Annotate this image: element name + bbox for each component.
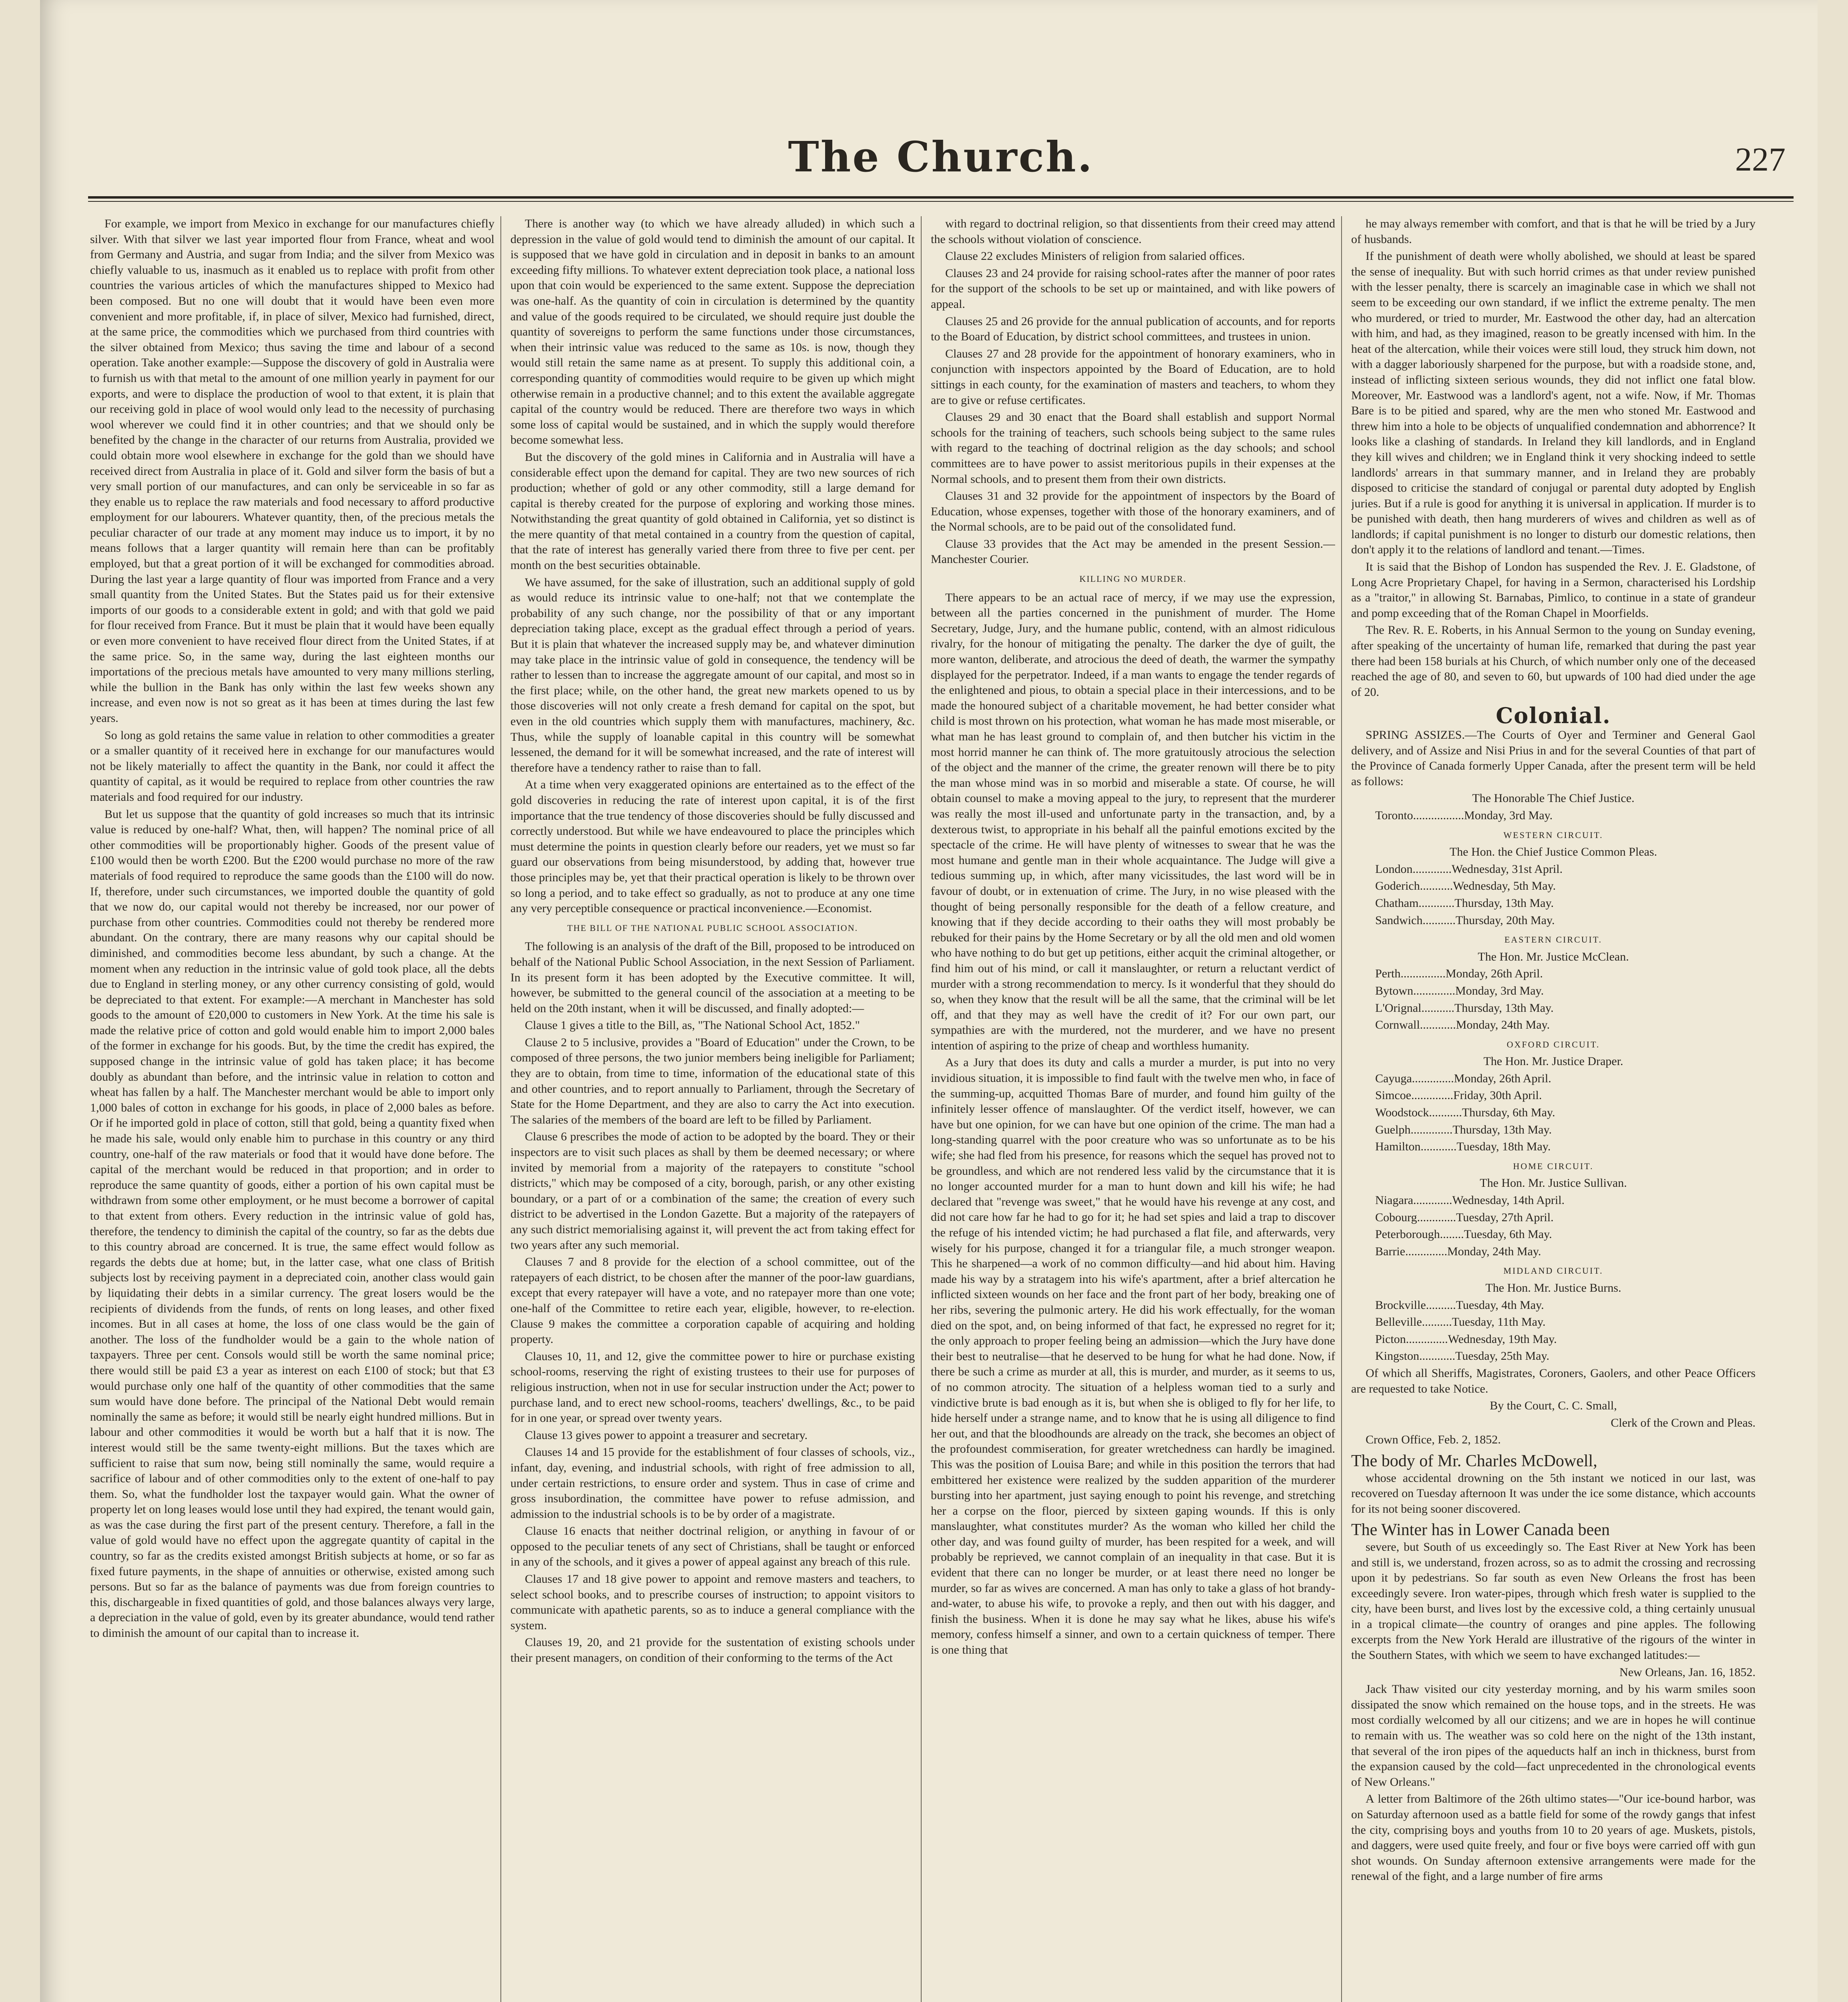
paragraph: But let us suppose that the quantity of gold increases so much that its intrinsic value is reduced by one-half? What, then, will happen? The nominal price of all other commodities will be proportionably higher. Goods of the present value of £100 would then be worth £200. But the £200 would purchase no more of the raw materials of food required to reproduce the same goods than the £100 will do now. If, therefore, under such circumstances, we imported double the quantity of gold that we now do, our capital would not thereby be increased, nor our power of purchase from other countries. Commodities could not thereby be rendered more abundant. On the contrary, there are many reasons why our capital should be diminished, and commodities become less abundant, by such a change. At the moment when any reduction in the intrinsic value of gold took place, all the debts due to England in sterling money, or any other currency consisting of gold, would be depreciated to that extent. For example:—A merchant in Manchester has sold goods to the amount of £20,000 to customers in New York. At the time his sale is made the relative price of cotton and gold would enable him to import 2,000 bales of the former in exchange for his goods. But, by the time the credit has expired, the supposed change in the intrinsic value of gold has taken place; it has become doubly as abundant than before, and the intrinsic value in relation to cotton and wheat has fallen by a half. The Manchester merchant would be able to import only 1,000 bales of cotton in exchange for his goods, in place of 2,000 bales as before. Or if he imported gold in place of cotton, still that gold, being a quantity fixed when he made his sale, would only enable him to purchase in this country or any third country, one-half of the raw materials or food that it would have done before. The capital of the merchant would be reduced in that proportion; and in order to reproduce the same quantity of goods, either a portion of his own capital must be withdrawn from some other employment, or he must become a borrower of capital to that extent from others. Every reduction in the intrinsic value of gold has, therefore, the tendency to diminish the capital of the country, so far as the debts due to this country abroad are concerned. It is true, the same effect would follow as regards the debts due at home; but, in the latter case, what one class of British subjects lost by receiving payment in a depreciated coin, another class would gain by liquidating their debts in a similar currency. The great losers would be the recipients of dividends from the funds, of rents on long leases, and other fixed incomes. But in all cases at home, the loss of one class would be the gain of another. The loss of the fundholder would be a gain to the whole nation of taxpayers. Three per cent. Consols would still be worth the same nominal price; there would still be paid £3 a year as interest on each £100 of stock; but that £3 would purchase only one half of the quantity of other commodities that the same sum would have done before. The principal of the National Debt would remain nominally the same as before; it would still be nearly eight hundred millions. But in labour and other commodities it would be worth but a half that it is now. The interest would still be the same twenty-eight millions. But the taxes which are sufficient to raise that sum now, being still nominally the same, would require a sacrifice of labour and of other commodities only to the extent of one-half to pay them. So, what the fundholder lost the taxpayer would gain. What the owner of property let on long leases would lose until they had expired, the tenant would gain, as was the case during the first part of the present century. Therefore, a fall in the value of gold would have no effect upon the aggregate quantity of capital in the country, so far as the credits existed amongst British subjects at home, or so far as fixed future payments, in the shape of annuities or otherwise, existed among such persons. But so far as the balance of payments was due from foreign countries to this, dischargeable in fixed quantities of gold, and those balances always very large, a depreciation in the value of gold, even by its greater abundance, would tend rather to diminish the amount of our capital than to increase it. [90, 807, 494, 1640]
assize-entry: Sandwich...........Thursday, 20th May. [1375, 913, 1555, 927]
circuit-heading: EASTERN CIRCUIT. [1504, 935, 1603, 945]
column-3 [931, 216, 1335, 2002]
paragraph: Clauses 31 and 32 provide for the appointment of inspectors by the Board of Education, whose expenses, together with those of the honorary examiners, and of the Normal schools, are to be paid out of the consolidated fund. [931, 489, 1335, 534]
assize-entry: Peterborough........Tuesday, 6th May. [1375, 1228, 1552, 1241]
page-number: 227 [1735, 141, 1786, 178]
paragraph: Jack Thaw visited our city yesterday morning, and by his warm smiles soon dissipated the snow which remained on the house tops, and in the streets. He was most cordially welcomed by all our citizens; and we are in hopes he will continue to remain with us. The weather was so cold here on the night of the 13th instant, that several of the iron pipes of the aqueducts half an inch in thickness, burst from the expansion caused by the cold—fact unprecedented in the chronological events of New Orleans." [1351, 1682, 1756, 1789]
paragraph: Clauses 25 and 26 provide for the annual publication of accounts, and for reports to the Board of Education, by district school committees, and trustees in union. [931, 314, 1335, 344]
assize-entry: Brockville..........Tuesday, 4th May. [1375, 1298, 1544, 1312]
assize-entry: Bytown..............Monday, 3rd May. [1375, 984, 1544, 997]
assize-entry: Niagara.............Wednesday, 14th April. [1375, 1194, 1565, 1207]
column-divider [921, 216, 922, 2002]
assize-entry: Simcoe..............Friday, 30th April. [1375, 1089, 1542, 1102]
paragraph: Clause 1 gives a title to the Bill, as, "The National School Act, 1852." [525, 1019, 860, 1032]
assize-entry: Hamilton............Tuesday, 18th May. [1375, 1140, 1551, 1154]
newspaper-title: The Church. [788, 132, 1094, 181]
colonial-heading: Colonial. [1496, 703, 1611, 729]
masthead [88, 132, 1794, 192]
paragraph: with regard to doctrinal religion, so that dissentients from their creed may attend the schools without violation of conscience. [931, 217, 1335, 246]
assize-entry: Toronto.................Monday, 3rd May. [1375, 808, 1553, 822]
assize-entry: Cobourg.............Tuesday, 27th April. [1375, 1210, 1554, 1224]
paragraph: So long as gold retains the same value in relation to other commodities a greater or a smaller quantity of it received here in exchange for our manufactures would not be likely materially to affect the quantity in the Bank, nor could it affect the quantity of capital, as it would be required to replace from other countries the raw materials and food required for our industry. [90, 728, 494, 804]
circuit-heading: HOME CIRCUIT. [1513, 1161, 1594, 1171]
lead-line: The Winter has in Lower Canada been [1351, 1521, 1610, 1540]
assize-entry: Picton..............Wednesday, 19th May. [1375, 1332, 1557, 1346]
paragraph: There appears to be an actual race of mercy, if we may use the expression, between all the parties concerned in the punishment of murder. The Home Secretary, Judge, Jury, and the humane public, contend, with an almost ridiculous rivalry, for the honour of mitigating the penalty. The darker the dye of guilt, the more wanton, deliberate, and atrocious the deed of death, the warmer the sympathy displayed for the perpetrator. Indeed, if a man wants to engage the tender regards of the enlightened and pious, to obtain a special place in their intercessions, and to be made the honoured subject of a charitable movement, he had better consider what child is most thrown on his protection, what woman he has made most miserable, or what man he has least ground to complain of, and then butcher his victim in the most horrid manner he can think of. The more gratuitously atrocious the selection of the object and the manner of the crime, the greater renown will there be to pity the man whose mind was in so morbid and miserable a state. Of course, he will obtain counsel to make a moving appeal to the jury, to represent that the murderer was really the most ill-used and unfortunate party in the transaction, and, by a dexterous twist, to appropriate in his behalf all the painful emotions excited by the spectacle of the crime. He will have plenty of witnesses to swear that he was the most humane and gentle man in their whole acquaintance. The Judge will give a tedious summing up, in which, after many vicissitudes, the last word will be in favour of doubt, or in extenuation of crime. The Jury, in no wise pleased with the thought of being personally responsible for the death of a fellow creature, and knowing that if they decide according to their oaths they will most probably be rebuked for their pains by the Home Secretary or by all the old men and old women who have nothing to do but get up petitions, either acquit the criminal altogether, or find him out of his mind, or call it manslaughter, or return a reluctant verdict of murder with a strong recommendation to mercy. Is it wonderful that they should do so, when they know that the result will be all the same, that the criminal will be let off, and that they may as well have the credit of it? For our own part, our sympathies are with the murdered, not the murderer, and we have no present intention of aspiring to the prize of cheap and worthless humanity. [931, 591, 1335, 1052]
signature-title: Clerk of the Crown and Pleas. [1611, 1416, 1756, 1429]
assize-entry: Barrie..............Monday, 24th May. [1375, 1244, 1541, 1258]
assizes-intro: SPRING ASSIZES.—The Courts of Oyer and Terminer and General Gaol delivery, and of Assize and Nisi Prius in and for the several Counties of that part of the Province of Canada formerly Upper Canada, after the present term will be held as follows: [1351, 728, 1756, 788]
paragraph: Clauses 29 and 30 enact that the Board shall establish and support Normal schools for the training of teachers, such schools being subject to the same rules with regard to the teaching of doctrinal religion as the day schools; and school committees are to have power to assist meritorious pupils in their expenses at the Normal schools, and to present them from their own districts. [931, 410, 1335, 486]
paragraph: Clauses 23 and 24 provide for raising school-rates after the manner of poor rates for the support of the schools to be set up or maintained, and with like powers of appeal. [931, 266, 1335, 311]
paragraph: Clause 6 prescribes the mode of action to be adopted by the board. They or their inspectors are to visit such places as shall by them be deemed necessary; or where invited by memorial from a majority of the ratepayers to constitute "school districts," which may be composed of a city, borough, parish, or any other existing boundary, or a part of or a combination of the same; the creation of every such district to be advertised in the London Gazette. But a majority of the ratepayers of any such district memorialising against it, will prevent the act from taking effect for two years after any such memorial. [510, 1130, 915, 1252]
paragraph: The Rev. R. E. Roberts, in his Annual Sermon to the young on Sunday evening, after speaking of the uncertainty of human life, remarked that during the past year there had been 158 burials at his Church, of which number only one of the deceased reached the age of 80, and seven to 60, but upwards of 100 had died under the age of 20. [1351, 623, 1756, 699]
paragraph: At a time when very exaggerated opinions are entertained as to the effect of the gold discoveries in reducing the rate of interest upon capital, it is of the first importance that the true tendency of those discoveries should be fully discussed and correctly understood. But while we have endeavoured to place the principles which must determine the points in question clearly before our readers, yet we must so far guard our observations from being misunderstood, by adding that, however true those principles may be, yet that their practical operation is likely to be thrown over so long a period, and to take effect so gradually, as not to produce at any one time any very perceptible consequence or practical inconvenience.—Economist. [510, 778, 915, 915]
paragraph: Clauses 19, 20, and 21 provide for the sustentation of existing schools under their present managers, on condition of their conforming to the terms of the Act [510, 1636, 915, 1665]
circuit-heading: OXFORD CIRCUIT. [1507, 1039, 1600, 1049]
assize-entry: Kingston............Tuesday, 25th May. [1375, 1349, 1550, 1363]
paragraph: Clause 22 excludes Ministers of religion from salaried offices. [945, 249, 1245, 263]
judge-name: The Hon. Mr. Justice Sullivan. [1480, 1176, 1627, 1190]
assize-entry: Cayuga..............Monday, 26th April. [1375, 1071, 1551, 1085]
section-heading: THE BILL OF THE NATIONAL PUBLIC SCHOOL ASSOCIATION. [567, 923, 858, 933]
section-heading: KILLING NO MURDER. [1079, 574, 1187, 584]
column-divider [1341, 216, 1342, 2002]
paragraph: Clauses 10, 11, and 12, give the committee power to hire or purchase existing school-rooms, reserving the right of existing trustees to their use for purposes of religious instruction, when not in use for secular instruction under the Act; power to purchase land, and to erect new school-rooms, teachers' dwellings, &c., to be paid for in one year, or spread over twenty years. [510, 1349, 915, 1425]
assize-entry: L'Orignal...........Thursday, 13th May. [1375, 1001, 1554, 1015]
assize-entry: Goderich...........Wednesday, 5th May. [1375, 879, 1556, 893]
paragraph: As a Jury that does its duty and calls a murder a murder, is put into no very invidious situation, it is impossible to find fault with the twelve men who, in face of the summing-up, acquitted Thomas Bare of murder, and found him guilty of the infinitely lesser offence of manslaughter. Of the verdict itself, however, we can have but one opinion, for we can have but one opinion of the crime. The man had a long-standing quarrel with the poor creature who was so unfortunate as to be his wife; she had fled from his presence, for reasons which the sequel has proved not to be groundless, and which are not rendered less valid by the circumstance that it is no longer accounted murder for a man to hunt down and kill his wife; he had declared that "revenge was sweet," that he would have his revenge at any cost, and did not care how far he had to go for it; he had set spies and laid a trap to discover the refuge of his intended victim; he had purchased a flat file, and afterwards, very wisely for his purpose, changed it for a triangular file, a much stronger weapon. This he sharpened—a work of no common difficulty—and hid about him. Having made his way by a stratagem into his wife's apartment, after a brief altercation he inflicted sixteen wounds on her face and the front part of her body, breaking one of her ribs, severing the pulmonic artery. He did his work effectually, for the woman died on the spot, and, on being informed of that fact, he expressed no regret for it; the only approach to proper feeling being an admission—which the Jury have done their best to neutralise—that he deserved to be hung for what he had done. Now, if there be such a crime as murder at all, this is murder, and murder, as it seems to us, of no common atrocity. The situation of a helpless woman tied to a surly and vindictive brute is bad enough as it is, but when she is obliged to fly for her life, to hide herself under a strange name, and to know that he is using all diligence to find her out, and that the bloodhounds are already on the track, she becomes an object of the profoundest commiseration, for greater wretchedness can hardly be imagined. This was the position of Louisa Bare; and while in this position the terrors that had embittered her existence were realized by the sudden apparition of the murderer bursting into her apartment, just saying enough to point his revenge, and stretching her a corpse on the floor, pierced by sixteen gaping wounds. If this is only manslaughter, what constitutes murder? As the woman who killed her child the other day, and was found guilty of murder, has been respited for a week, and will probably be reprieved, we cannot complain of an inequality in that case. But it is evident that there can no longer be murder, or at least there need no longer be murder, so far as wives are concerned. A man has only to take a glass of hot brandy-and-water, to abuse his wife, to provoke a reply, and then out with his dagger, and finish the business. When it is done he may say what he likes, abuse his wife's memory, confess himself a sinner, and own to a certain quickness of temper. There is one thing that [931, 1056, 1335, 1657]
lead-line: The body of Mr. Charles McDowell, [1351, 1451, 1597, 1470]
paragraph: The following is an analysis of the draft of the Bill, proposed to be introduced on behalf of the National Public School Association, in the next Session of Parliament. In its present form it has been adopted by the Executive committee. It will, however, be submitted to the general council of the association at a meeting to be held on the 20th instant, when it will be discussed, and finally adopted:— [510, 940, 915, 1015]
dateline: New Orleans, Jan. 16, 1852. [1619, 1665, 1756, 1679]
dateline: Crown Office, Feb. 2, 1852. [1366, 1433, 1501, 1447]
paragraph: Clauses 14 and 15 provide for the establishment of four classes of schools, viz., infant, day, evening, and industrial schools, with right of free admission to all, under certain restrictions, to ensure order and system. Thus in case of crime and gross insubordination, the committee have power to refuse admission, and admission to the industrial schools is to be by order of a magistrate. [510, 1445, 915, 1521]
masthead-rule-thin [88, 201, 1794, 202]
paragraph: whose accidental drowning on the 5th instant we noticed in our last, was recovered on Tuesday afternoon It was under the ice some distance, which accounts for its not being sooner discovered. [1351, 1471, 1756, 1516]
paragraph: If the punishment of death were wholly abolished, we should at least be spared the sense of inequality. But with such horrid crimes as that under review punished with the lesser penalty, there is scarcely an imaginable case in which we shall not seem to be exceeding our own standard, if we inflict the extreme penalty. The men who murdered, or tried to murder, Mr. Eastwood the other day, had an altercation with him, and had, as they imagined, reason to be greatly incensed with him. In the heat of the altercation, while their voices were still loud, they struck him down, not with a dagger laboriously sharpened for the purpose, but with a roadside stone, and, instead of inflicting sixteen serious wounds, they did not inflict one fatal blow. Moreover, Mr. Eastwood was a landlord's agent, not a wife. Now, if Mr. Thomas Bare is to be pitied and spared, why are the men who stoned Mr. Eastwood and threw him into a hole to be objects of unqualified condemnation and abhorrence? It looks like a clashing of standards. In Ireland they kill landlords, and in England they kill wives and children; we in England think it very shocking indeed to settle landlords' arrears in that summary manner, and in Ireland they are probably disposed to criticise the standard of conjugal or parental duty adopted by English juries. But if a rule is good for anything it is universal in application. If murder is to be punished with death, then hang murderers of wives and children as well as of landlords; if capital punishment is no longer to disturb our domestic relations, then don't apply it to the relations of landlord and tenant.—Times. [1351, 249, 1756, 557]
judge-name: The Hon. Mr. Justice McClean. [1478, 950, 1629, 963]
paragraph: A letter from Baltimore of the 26th ultimo states—"Our ice-bound harbor, was on Saturday afternoon used as a battle field for some of the rowdy gangs that infest the city, comprising boys and youths from 10 to 20 years of age. Muskets, pistols, and daggers, were used quite freely, and four or five boys were carried off with gun shot wounds. On Sunday afternoon extensive arrangements were made for the renewal of the fight, and a large number of fire arms [1351, 1792, 1756, 1883]
assize-entry: Perth...............Monday, 26th April. [1375, 967, 1543, 981]
paragraph: We have assumed, for the sake of illustration, such an additional supply of gold as would reduce its intrinsic value to one-half; not that we contemplate the probability of any such change, nor the possibility of that or any important depreciation taking place, except as the gradual effect through a period of years. But it is plain that whatever the increased supply may be, and whatever diminution may take place in the intrinsic value of gold in consequence, the tendency will be rather to lessen than to increase the aggregate amount of our capital, and most so in the first place; while, on the other hand, the great new markets opened to us by those discoveries will not only create a fresh demand for capital on the spot, but even in the old countries which supply them with manufactures, machinery, &c. Thus, while the supply of loanable capital in this country will be somewhat lessened, the demand for it will be somewhat increased, and the rate of interest will therefore have a tendency rather to raise than to fall. [510, 575, 915, 774]
paragraph: Clause 2 to 5 inclusive, provides a "Board of Education" under the Crown, to be composed of three persons, the two junior members being ineligible for Parliament; they are to obtain, from time to time, information of the educational state of this and other countries, and to report annually to Parliament, through the Secretary of State for the Home Department, and they are also to carry the Act into execution. The salaries of the members of the board are left to be filled by Parliament. [510, 1035, 915, 1126]
circuit-heading: MIDLAND CIRCUIT. [1503, 1266, 1603, 1276]
column-1 [90, 216, 494, 2002]
column-2 [510, 216, 915, 2002]
assize-entry: Belleville..........Tuesday, 11th May. [1375, 1315, 1546, 1329]
paragraph: he may always remember with comfort, and that is that he will be tried by a Jury of husbands. [1351, 217, 1756, 246]
judge-name: The Hon. the Chief Justice Common Pleas. [1449, 845, 1657, 859]
paragraph: It is said that the Bishop of London has suspended the Rev. J. E. Gladstone, of Long Acre Proprietary Chapel, for having in a Sermon, characterised his Lordship as a "traitor," in allowing St. Barnabas, Pimlico, to continue in a state of grandeur and pomp exceeding that of the Roman Chapel in Moorfields. [1351, 560, 1756, 620]
paragraph: For example, we import from Mexico in exchange for our manufactures chiefly silver. With that silver we last year imported flour from France, wheat and wool from Germany and Austria, and sugar from India; and the silver from Mexico was chiefly valuable to us, inasmuch as it enabled us to replace with profit from other countries the various articles of which the manufactures shipped to Mexico had been composed. But no one will doubt that it would have been even more convenient and more profitable, if, in place of silver, Mexico had furnished, direct, at the same price, the commodities which we purchased from third countries with the silver obtained from Mexico; thus saving the time and labour of a second operation. Take another example:—Suppose the discovery of gold in Australia were to furnish us with that metal to the amount of one million yearly in payment for our exports, and were to displace the production of wool to that extent, it is plain that our receiving gold in place of wool would only lead to the necessity of purchasing wool wherever we could find it in other countries; and that we should only be benefited by the change in the character of our returns from Australia, provided we could obtain more wool elsewhere in exchange for the gold than we should have received direct from Australia in place of it. Gold and silver form the basis of but a very small portion of our manufactures, and can only be serviceable in so far as they enable us to replace the raw materials and food necessary to afford productive employment for our labourers. Whatever quantity, then, of the precious metals the peculiar character of our trade at any moment may induce us to import, it by no means follows that a larger quantity will remain here than can be profitably employed, but that a great portion of it will be exchanged for commodities abroad. During the last year a large quantity of flour was imported from France and a very small quantity from the United States. But the States paid us for their extensive imports of our goods to a considerable extent in gold; and with that gold we paid for flour received from France. But it must be plain that it would have been equally or even more convenient to have received flour direct from the United States, if at the same price. So, in the same way, during the last eighteen months our importations of the precious metals have amounted to very many millions sterling, while the bullion in the Bank has only within the last few weeks shown any increase, and even now is not so great as it has been at times during the last few years. [90, 217, 494, 725]
paragraph: There is another way (to which we have already alluded) in which such a depression in the value of gold would tend to diminish the amount of our capital. It is supposed that we have gold in circulation and in deposit in banks to an amount exceeding fifty millions. To whatever extent depreciation took place, a national loss upon that coin would be experienced to the same extent. Suppose the depreciation was one-half. As the quantity of coin in circulation is determined by the quantity and value of the goods required to be circulated, we should require just double the quantity of sovereigns to perform the same functions under those circumstances, when their intrinsic value was reduced to the same as 10s. is now, though they would still retain the same name as at present. To supply this additional coin, a corresponding quantity of commodities would require to be given up which might otherwise remain in a productive channel; and to this extent the available aggregate capital of the country would be reduced. There are therefore two ways in which some loss of capital would be sustained, and in which the supply would therefore become somewhat less. [510, 217, 915, 447]
paragraph: Clause 16 enacts that neither doctrinal religion, or anything in favour of or opposed to the peculiar tenets of any sect of Christians, shall be taught or enforced in any of the schools, and it gives a power of appeal against any breach of this rule. [510, 1524, 915, 1569]
judge-name: The Honorable The Chief Justice. [1472, 792, 1635, 805]
paragraph: Clause 33 provides that the Act may be amended in the present Session.—Manchester Courier. [931, 537, 1335, 566]
assize-entry: Cornwall............Monday, 24th May. [1375, 1018, 1550, 1032]
paragraph: Clauses 17 and 18 give power to appoint and remove masters and teachers, to select school books, and to prescribe courses of instruction; to appoint visitors to communicate with apathetic parents, so as to induce a general compliance with the system. [510, 1572, 915, 1632]
circuit-heading: WESTERN CIRCUIT. [1503, 830, 1603, 840]
masthead-rule [88, 196, 1794, 199]
judge-name: The Hon. Mr. Justice Draper. [1483, 1055, 1623, 1068]
paragraph: But the discovery of the gold mines in California and in Australia will have a considerable effect upon the demand for capital. They are two new sources of rich production; whether of gold or any other commodity, still a large demand for capital is thereby created for the purpose of exploring and working those mines. Notwithstanding the great quantity of gold obtained in California, yet so distinct is the mere quantity of that metal contained in a country from the question of capital, that the rate of interest has generally varied there from three to five per cent. per month on the best securities obtainable. [510, 450, 915, 572]
paragraph: Clauses 7 and 8 provide for the election of a school committee, out of the ratepayers of each district, to be chosen after the manner of the poor-law guardians, except that every ratepayer will have a vote, and no ratepayer more than one vote; one-half of the Committee to retire each year, eligible, however, to re-election. Clause 9 makes the committee a corporation capable of acquiring and holding property. [510, 1255, 915, 1346]
paragraph: Clause 13 gives power to appoint a treasurer and secretary. [525, 1428, 808, 1442]
paragraph: Clauses 27 and 28 provide for the appointment of honorary examiners, who in conjunction with inspectors appointed by the Board of Education, are to hold sittings in each county, for the examination of masters and teachers, to whom they are to give or refuse certificates. [931, 347, 1335, 407]
assize-entry: Chatham............Thursday, 13th May. [1375, 896, 1554, 910]
paragraph: severe, but South of us exceedingly so. The East River at New York has been and still is, we understand, frozen across, so as to admit the crossing and recrossing upon it by pedestrians. So far south as even New Orleans the frost has been exceedingly severe. Iron water-pipes, through which fresh water is supplied to the city, have been burst, and lives lost by the excessive cold, a thing certainly unusual in a tropical climate—the country of oranges and pine apples. The following excerpts from the New York Herald are illustrative of the rigours of the winter in the Southern States, with which we seem to have exchanged latitudes:— [1351, 1540, 1756, 1662]
signature-line: By the Court, C. C. Small, [1490, 1399, 1617, 1413]
column-4 [1351, 216, 1756, 2002]
newspaper-page [40, 0, 1818, 2002]
assize-entry: London.............Wednesday, 31st April. [1375, 862, 1563, 876]
assize-entry: Guelph..............Thursday, 13th May. [1375, 1123, 1552, 1136]
column-divider [500, 216, 501, 2002]
judge-name: The Hon. Mr. Justice Burns. [1485, 1281, 1621, 1294]
notice-text: Of which all Sheriffs, Magistrates, Coroners, Gaolers, and other Peace Officers are requested to take Notice. [1351, 1366, 1756, 1395]
assize-entry: Woodstock...........Thursday, 6th May. [1375, 1106, 1555, 1120]
